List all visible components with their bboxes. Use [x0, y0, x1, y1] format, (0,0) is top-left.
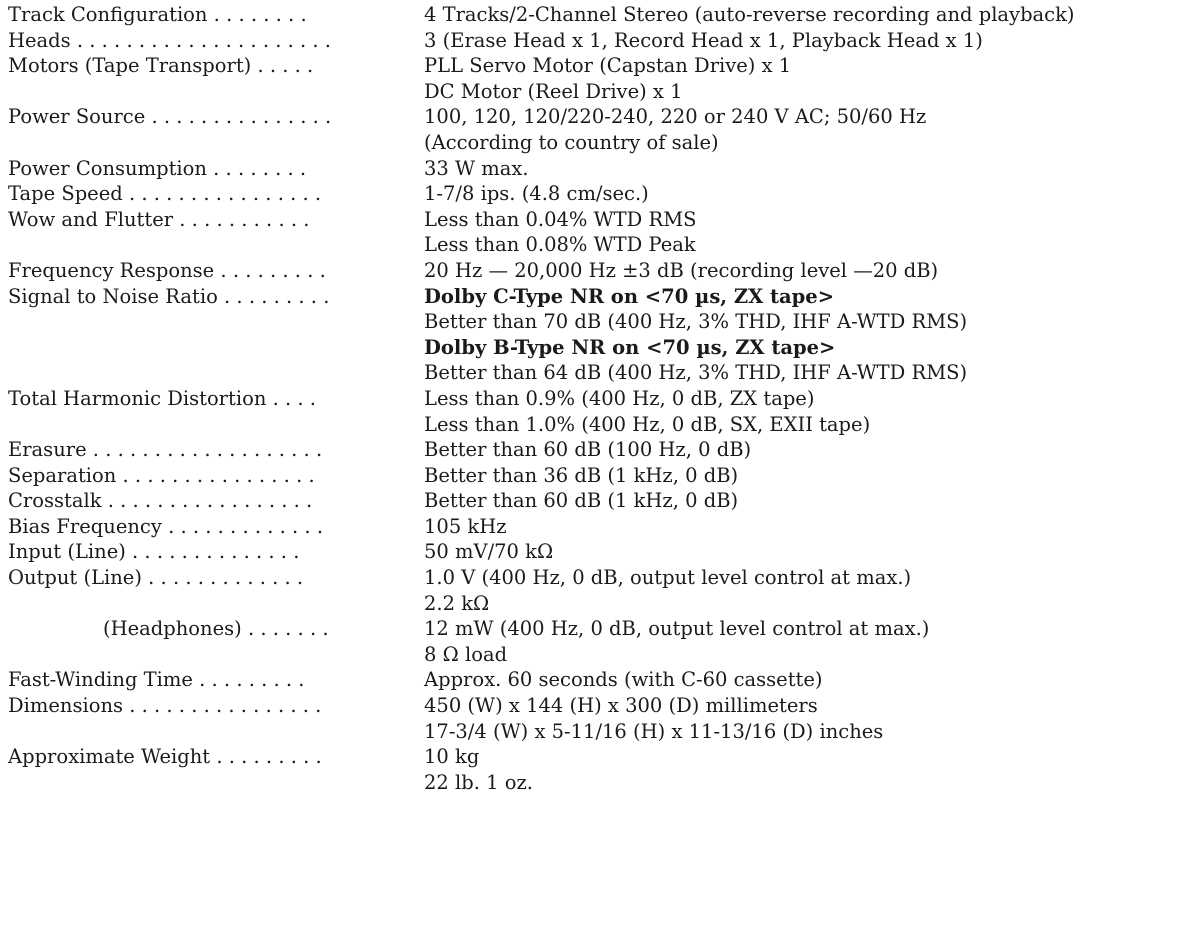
spec-value: Dolby B-Type NR on <70 µs, ZX tape>: [424, 335, 836, 359]
spec-value: 3 (Erase Head x 1, Record Head x 1, Playback Head x 1): [424, 28, 983, 52]
spec-row-bias-frequency: [0, 514, 1200, 540]
spec-row-heads: [0, 28, 1200, 54]
spec-value: 8 Ω load: [424, 642, 508, 666]
spec-label: Separation . . . . . . . . . . . . . . . .: [8, 463, 315, 487]
spec-value: 4 Tracks/2-Channel Stereo (auto-reverse recording and playback): [424, 3, 1075, 26]
spec-label: Crosstalk . . . . . . . . . . . . . . . . .: [8, 489, 313, 513]
spec-value: Better than 64 dB (400 Hz, 3% THD, IHF A-WTD RMS): [424, 361, 968, 385]
spec-label-empty: [0, 309, 416, 335]
spec-value: 100, 120, 120/220-240, 220 or 240 V AC; 50/60 Hz: [424, 105, 927, 129]
spec-value: Better than 60 dB (1 kHz, 0 dB): [424, 489, 739, 513]
spec-row-frequency-response: [0, 258, 1200, 284]
spec-label-empty: [0, 719, 416, 745]
spec-label: Motors (Tape Transport) . . . . .: [8, 54, 314, 78]
spec-value: 50 mV/70 kΩ: [424, 540, 554, 564]
spec-label: Signal to Noise Ratio . . . . . . . . .: [8, 284, 330, 308]
spec-value: Dolby C-Type NR on <70 µs, ZX tape>: [424, 284, 835, 308]
spec-value: 2.2 kΩ: [424, 591, 490, 615]
spec-label-empty: [0, 335, 416, 361]
spec-value: Better than 60 dB (100 Hz, 0 dB): [424, 438, 752, 462]
spec-value: Less than 0.04% WTD RMS: [424, 207, 697, 231]
spec-row-snr-cont-1: [0, 309, 1200, 335]
spec-row-wow-flutter-cont: [0, 232, 1200, 258]
spec-row-input-line: [0, 539, 1200, 565]
spec-row-motors: [0, 53, 1200, 79]
spec-row-output-line: [0, 565, 1200, 591]
spec-label-empty: [0, 360, 416, 386]
spec-row-motors-cont: [0, 79, 1200, 105]
spec-label-empty: [0, 412, 416, 438]
spec-value: DC Motor (Reel Drive) x 1: [424, 79, 683, 103]
spec-label: Wow and Flutter . . . . . . . . . . .: [8, 207, 310, 231]
spec-row-thd-cont: [0, 412, 1200, 438]
spec-value: 1.0 V (400 Hz, 0 dB, output level control at max.): [424, 566, 912, 590]
spec-row-dimensions-cont: [0, 719, 1200, 745]
spec-value: Less than 0.08% WTD Peak: [424, 233, 696, 257]
spec-row-crosstalk: [0, 488, 1200, 514]
spec-row-weight: [0, 744, 1200, 770]
spec-row-weight-cont: [0, 770, 1200, 796]
spec-value: 22 lb. 1 oz.: [424, 770, 533, 794]
spec-value: 12 mW (400 Hz, 0 dB, output level control at max.): [424, 617, 930, 641]
spec-value: 105 kHz: [424, 514, 507, 538]
spec-label-empty: [0, 770, 416, 796]
spec-row-fast-winding: [0, 667, 1200, 693]
spec-label: (Headphones) . . . . . . .: [103, 617, 329, 641]
spec-label: Frequency Response . . . . . . . . .: [8, 258, 326, 282]
spec-row-track-configuration: [0, 2, 1200, 28]
spec-value: 33 W max.: [424, 156, 529, 180]
spec-row-wow-flutter: [0, 207, 1200, 233]
spec-row-power-consumption: [0, 156, 1200, 182]
spec-label: Track Configuration . . . . . . . .: [8, 3, 307, 26]
spec-label: Output (Line) . . . . . . . . . . . . .: [8, 566, 304, 590]
spec-row-thd: [0, 386, 1200, 412]
spec-row-separation: [0, 463, 1200, 489]
spec-value: Approx. 60 seconds (with C-60 cassette): [424, 668, 823, 692]
spec-label: Power Source . . . . . . . . . . . . . . .: [8, 105, 332, 129]
spec-label: Total Harmonic Distortion . . . .: [8, 386, 316, 410]
spec-label: Approximate Weight . . . . . . . . .: [8, 745, 322, 769]
spec-value: Better than 70 dB (400 Hz, 3% THD, IHF A-WTD RMS): [424, 310, 968, 334]
spec-value: 17-3/4 (W) x 5-11/16 (H) x 11-13/16 (D) inches: [424, 719, 884, 743]
spec-row-erasure: [0, 437, 1200, 463]
spec-row-headphones: [0, 616, 1200, 642]
spec-row-power-source-cont: [0, 130, 1200, 156]
spec-row-power-source: [0, 104, 1200, 130]
spec-row-snr-cont-2: [0, 335, 1200, 361]
spec-label-empty: [0, 232, 416, 258]
spec-label: Dimensions . . . . . . . . . . . . . . . .: [8, 694, 322, 718]
spec-sheet: [0, 2, 1200, 795]
spec-label-empty: [0, 591, 416, 617]
spec-value: 10 kg: [424, 745, 480, 769]
spec-row-output-line-cont: [0, 591, 1200, 617]
spec-label: Erasure . . . . . . . . . . . . . . . . . . .: [8, 438, 323, 462]
spec-label-empty: [0, 130, 416, 156]
spec-value: Less than 1.0% (400 Hz, 0 dB, SX, EXII tape): [424, 412, 871, 436]
spec-value: (According to country of sale): [424, 130, 719, 154]
spec-row-dimensions: [0, 693, 1200, 719]
spec-label: Tape Speed . . . . . . . . . . . . . . . .: [8, 182, 322, 206]
spec-row-snr: [0, 284, 1200, 310]
spec-row-snr-cont-3: [0, 360, 1200, 386]
spec-value: 1-7/8 ips. (4.8 cm/sec.): [424, 182, 649, 206]
spec-label: Heads . . . . . . . . . . . . . . . . . . . . .: [8, 28, 331, 52]
spec-row-tape-speed: [0, 181, 1200, 207]
spec-row-headphones-cont: [0, 642, 1200, 668]
spec-label: Power Consumption . . . . . . . .: [8, 156, 307, 180]
spec-value: Less than 0.9% (400 Hz, 0 dB, ZX tape): [424, 386, 815, 410]
spec-value: PLL Servo Motor (Capstan Drive) x 1: [424, 54, 792, 78]
spec-label: Bias Frequency . . . . . . . . . . . . .: [8, 514, 324, 538]
spec-label: Input (Line) . . . . . . . . . . . . . .: [8, 540, 300, 564]
spec-value: 450 (W) x 144 (H) x 300 (D) millimeters: [424, 694, 818, 718]
spec-label-empty: [0, 642, 416, 668]
spec-value: 20 Hz — 20,000 Hz ±3 dB (recording level —20 dB): [424, 258, 939, 282]
spec-label-empty: [0, 79, 416, 105]
spec-value: Better than 36 dB (1 kHz, 0 dB): [424, 463, 739, 487]
spec-label: Fast-Winding Time . . . . . . . . .: [8, 668, 305, 692]
